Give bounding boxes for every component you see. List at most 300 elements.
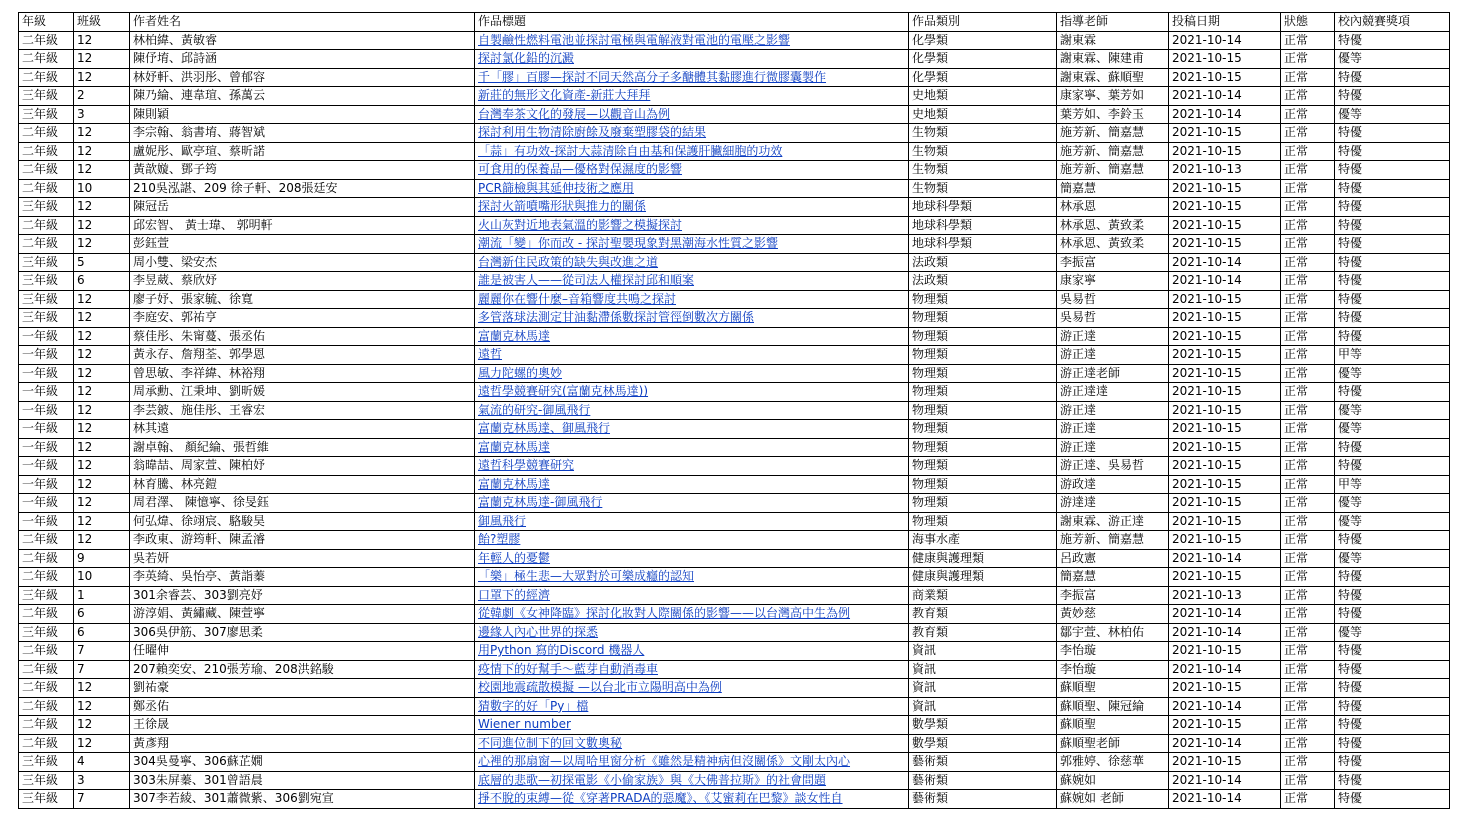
date-cell: 2021-10-15	[1169, 50, 1281, 69]
advisor-cell: 林承恩、黃致柔	[1057, 235, 1169, 254]
title-link[interactable]: 掙不脫的束縛—從《穿著PRADA的惡魔》、《艾蜜莉在巴黎》談女性自	[475, 790, 909, 809]
table-row	[19, 253, 1450, 272]
title-link[interactable]: 校園地震疏散模擬 —以台北市立陽明高中為例	[475, 679, 909, 698]
title-link[interactable]: 千「膠」百膠—探討不同天然高分子多醣體其黏膠進行微膠囊製作	[475, 68, 909, 87]
category-cell: 化學類	[909, 68, 1057, 87]
title-link[interactable]: 年輕人的憂鬱	[475, 549, 909, 568]
status-cell: 正常	[1281, 235, 1335, 254]
status-cell: 正常	[1281, 346, 1335, 365]
award-cell: 特優	[1335, 87, 1450, 106]
title-link[interactable]: 邊緣人內心世界的探悉	[475, 623, 909, 642]
authors-cell: 李芸鈹、施佳彤、王睿宏	[130, 401, 475, 420]
advisor-cell: 簡嘉慧	[1057, 568, 1169, 587]
award-cell: 優等	[1335, 364, 1450, 383]
grade-cell: 二年級	[19, 568, 74, 587]
status-cell: 正常	[1281, 679, 1335, 698]
grade-cell: 二年級	[19, 605, 74, 624]
table-row	[19, 179, 1450, 198]
table-row	[19, 383, 1450, 402]
title-link[interactable]: 富蘭克林馬達、御風飛行	[475, 420, 909, 439]
class-cell: 7	[74, 642, 130, 661]
authors-cell: 307李若綾、301蕭微紫、306劉宛宣	[130, 790, 475, 809]
authors-cell: 陳伃堉、邱詩涵	[130, 50, 475, 69]
table-row	[19, 642, 1450, 661]
category-cell: 物理類	[909, 420, 1057, 439]
class-cell: 3	[74, 105, 130, 124]
status-cell: 正常	[1281, 734, 1335, 753]
status-cell: 正常	[1281, 623, 1335, 642]
title-link[interactable]: 多管落球法測定甘油黏滯係數探討管徑倒數次方關係	[475, 309, 909, 328]
authors-cell: 301余睿芸、303劉亮妤	[130, 586, 475, 605]
title-link[interactable]: 富蘭克林馬達	[475, 327, 909, 346]
advisor-cell: 李振富	[1057, 253, 1169, 272]
date-cell: 2021-10-14	[1169, 697, 1281, 716]
award-cell: 特優	[1335, 753, 1450, 772]
advisor-cell: 游正達	[1057, 401, 1169, 420]
class-cell: 12	[74, 198, 130, 217]
title-link[interactable]: 探討火箭噴嘴形狀與推力的關係	[475, 198, 909, 217]
grade-cell: 三年級	[19, 790, 74, 809]
status-cell: 正常	[1281, 771, 1335, 790]
title-link[interactable]: 台灣奉茶文化的發展—以觀音山為例	[475, 105, 909, 124]
grade-cell: 一年級	[19, 383, 74, 402]
date-cell: 2021-10-15	[1169, 383, 1281, 402]
title-link[interactable]: 火山灰對近地表氣溫的影響之模擬探討	[475, 216, 909, 235]
authors-cell: 盧妮彤、歐亭瑄、蔡昕諾	[130, 142, 475, 161]
title-link[interactable]: 疫情下的好幫手～藍芽自動消毒車	[475, 660, 909, 679]
title-link[interactable]: PCR篩檢與其延伸技術之應用	[475, 179, 909, 198]
class-cell: 7	[74, 790, 130, 809]
column-header-status[interactable]: 狀態	[1281, 13, 1335, 32]
category-cell: 物理類	[909, 327, 1057, 346]
status-cell: 正常	[1281, 68, 1335, 87]
award-cell: 特優	[1335, 216, 1450, 235]
category-cell: 資訊	[909, 679, 1057, 698]
title-link[interactable]: 探討氯化鉛的沉澱	[475, 50, 909, 69]
title-link[interactable]: 御風飛行	[475, 512, 909, 531]
status-cell: 正常	[1281, 309, 1335, 328]
column-header-class[interactable]: 班級	[74, 13, 130, 32]
grade-cell: 二年級	[19, 179, 74, 198]
table-row	[19, 124, 1450, 143]
category-cell: 物理類	[909, 290, 1057, 309]
status-cell: 正常	[1281, 475, 1335, 494]
advisor-cell: 施芳新、簡嘉慧	[1057, 124, 1169, 143]
status-cell: 正常	[1281, 401, 1335, 420]
date-cell: 2021-10-15	[1169, 235, 1281, 254]
title-link[interactable]: 從韓劇《女神降臨》探討化妝對人際關係的影響——以台灣高中生為例	[475, 605, 909, 624]
advisor-cell: 簡嘉慧	[1057, 179, 1169, 198]
grade-cell: 二年級	[19, 216, 74, 235]
grade-cell: 二年級	[19, 68, 74, 87]
class-cell: 6	[74, 272, 130, 291]
advisor-cell: 葉芳如、李鈴玉	[1057, 105, 1169, 124]
category-cell: 藝術類	[909, 753, 1057, 772]
class-cell: 12	[74, 383, 130, 402]
award-cell: 特優	[1335, 198, 1450, 217]
authors-cell: 黃歆嫙、鄧子筠	[130, 161, 475, 180]
date-cell: 2021-10-15	[1169, 512, 1281, 531]
class-cell: 12	[74, 142, 130, 161]
grade-cell: 二年級	[19, 531, 74, 550]
authors-cell: 何弘煒、徐翊宸、駱駿昊	[130, 512, 475, 531]
award-cell: 特優	[1335, 235, 1450, 254]
title-link[interactable]: 富蘭克林馬達-御風飛行	[475, 494, 909, 513]
title-link[interactable]: 「樂」極生悲—大眾對於可樂成癮的認知	[475, 568, 909, 587]
award-cell: 特優	[1335, 272, 1450, 291]
title-link[interactable]: 富蘭克林馬達	[475, 475, 909, 494]
status-cell: 正常	[1281, 364, 1335, 383]
status-cell: 正常	[1281, 198, 1335, 217]
date-cell: 2021-10-15	[1169, 531, 1281, 550]
grade-cell: 三年級	[19, 198, 74, 217]
grade-cell: 三年級	[19, 272, 74, 291]
grade-cell: 二年級	[19, 642, 74, 661]
title-link[interactable]: 風力陀螺的奧妙	[475, 364, 909, 383]
award-cell: 特優	[1335, 734, 1450, 753]
title-link[interactable]: 新莊的無形文化資產-新莊大拜拜	[475, 87, 909, 106]
award-cell: 特優	[1335, 253, 1450, 272]
status-cell: 正常	[1281, 87, 1335, 106]
award-cell: 特優	[1335, 790, 1450, 809]
category-cell: 資訊	[909, 697, 1057, 716]
class-cell: 12	[74, 494, 130, 513]
category-cell: 物理類	[909, 475, 1057, 494]
title-link[interactable]: 不同進位制下的回文數奧秘	[475, 734, 909, 753]
grade-cell: 一年級	[19, 457, 74, 476]
table-row	[19, 346, 1450, 365]
date-cell: 2021-10-15	[1169, 179, 1281, 198]
category-cell: 地球科學類	[909, 216, 1057, 235]
authors-cell: 邱宏智、 黃士瑋、 郭明軒	[130, 216, 475, 235]
status-cell: 正常	[1281, 31, 1335, 50]
title-link[interactable]: 自製鹼性燃料電池並探討電極與電解液對電池的電壓之影響	[475, 31, 909, 50]
class-cell: 12	[74, 438, 130, 457]
table-row	[19, 605, 1450, 624]
category-cell: 物理類	[909, 457, 1057, 476]
title-link[interactable]: 用Python 寫的Discord 機器人	[475, 642, 909, 661]
table-row	[19, 790, 1450, 809]
grade-cell: 二年級	[19, 734, 74, 753]
category-cell: 物理類	[909, 364, 1057, 383]
award-cell: 特優	[1335, 290, 1450, 309]
table-row	[19, 161, 1450, 180]
date-cell: 2021-10-15	[1169, 568, 1281, 587]
advisor-cell: 游正達達	[1057, 383, 1169, 402]
title-link[interactable]: 麗麗你在響什麼–音箱響度共鳴之探討	[475, 290, 909, 309]
grade-cell: 二年級	[19, 142, 74, 161]
category-cell: 數學類	[909, 716, 1057, 735]
title-link[interactable]: 誰是被害人——從司法人權探討邱和順案	[475, 272, 909, 291]
authors-cell: 劉祐豪	[130, 679, 475, 698]
class-cell: 12	[74, 734, 130, 753]
table-row	[19, 235, 1450, 254]
date-cell: 2021-10-14	[1169, 623, 1281, 642]
title-link[interactable]: 氣流的研究-御風飛行	[475, 401, 909, 420]
class-cell: 12	[74, 401, 130, 420]
authors-cell: 林育騰、林亮鎧	[130, 475, 475, 494]
table-row	[19, 420, 1450, 439]
table-row	[19, 364, 1450, 383]
status-cell: 正常	[1281, 290, 1335, 309]
date-cell: 2021-10-15	[1169, 309, 1281, 328]
table-row	[19, 716, 1450, 735]
status-cell: 正常	[1281, 642, 1335, 661]
grade-cell: 三年級	[19, 623, 74, 642]
class-cell: 12	[74, 50, 130, 69]
award-cell: 特優	[1335, 327, 1450, 346]
class-cell: 2	[74, 87, 130, 106]
award-cell: 優等	[1335, 494, 1450, 513]
class-cell: 7	[74, 660, 130, 679]
authors-cell: 210吳泓諶、209 徐子軒、208張廷安	[130, 179, 475, 198]
title-link[interactable]: 遠哲學競賽研究(富蘭克林馬達))	[475, 383, 909, 402]
authors-cell: 207賴奕安、210張芳瑜、208洪銘駿	[130, 660, 475, 679]
date-cell: 2021-10-14	[1169, 734, 1281, 753]
status-cell: 正常	[1281, 216, 1335, 235]
status-cell: 正常	[1281, 142, 1335, 161]
date-cell: 2021-10-14	[1169, 605, 1281, 624]
authors-cell: 任曜伸	[130, 642, 475, 661]
category-cell: 化學類	[909, 31, 1057, 50]
category-cell: 商業類	[909, 586, 1057, 605]
table-row	[19, 660, 1450, 679]
table-row	[19, 290, 1450, 309]
table-row	[19, 531, 1450, 550]
award-cell: 甲等	[1335, 346, 1450, 365]
grade-cell: 一年級	[19, 327, 74, 346]
category-cell: 生物類	[909, 124, 1057, 143]
category-cell: 生物類	[909, 179, 1057, 198]
column-header-authors[interactable]: 作者姓名	[130, 13, 475, 32]
status-cell: 正常	[1281, 124, 1335, 143]
class-cell: 1	[74, 586, 130, 605]
grade-cell: 三年級	[19, 253, 74, 272]
status-cell: 正常	[1281, 272, 1335, 291]
category-cell: 法政類	[909, 253, 1057, 272]
award-cell: 優等	[1335, 549, 1450, 568]
grade-cell: 三年級	[19, 105, 74, 124]
award-cell: 特優	[1335, 605, 1450, 624]
date-cell: 2021-10-14	[1169, 105, 1281, 124]
class-cell: 12	[74, 679, 130, 698]
status-cell: 正常	[1281, 327, 1335, 346]
class-cell: 12	[74, 457, 130, 476]
award-cell: 特優	[1335, 660, 1450, 679]
authors-cell: 王徐晟	[130, 716, 475, 735]
category-cell: 化學類	[909, 50, 1057, 69]
class-cell: 12	[74, 216, 130, 235]
date-cell: 2021-10-15	[1169, 716, 1281, 735]
title-link[interactable]: 底層的悲歌—初探電影《小偷家族》與《大佛普拉斯》的社會問題	[475, 771, 909, 790]
table-row	[19, 309, 1450, 328]
title-link[interactable]: 探討利用生物清除廚餘及廢棄塑膠袋的結果	[475, 124, 909, 143]
date-cell: 2021-10-15	[1169, 327, 1281, 346]
award-cell: 優等	[1335, 623, 1450, 642]
award-cell: 特優	[1335, 771, 1450, 790]
title-link[interactable]: 口罩下的經濟	[475, 586, 909, 605]
category-cell: 資訊	[909, 660, 1057, 679]
class-cell: 5	[74, 253, 130, 272]
class-cell: 12	[74, 364, 130, 383]
advisor-cell: 蘇順聖	[1057, 679, 1169, 698]
category-cell: 數學類	[909, 734, 1057, 753]
award-cell: 特優	[1335, 642, 1450, 661]
category-cell: 物理類	[909, 383, 1057, 402]
title-link[interactable]: 可食用的保養品—優格對保濕度的影響	[475, 161, 909, 180]
category-cell: 資訊	[909, 642, 1057, 661]
table-row	[19, 105, 1450, 124]
table-row	[19, 31, 1450, 50]
category-cell: 地球科學類	[909, 235, 1057, 254]
advisor-cell: 蘇順聖老師	[1057, 734, 1169, 753]
table-row	[19, 568, 1450, 587]
grade-cell: 一年級	[19, 494, 74, 513]
date-cell: 2021-10-15	[1169, 124, 1281, 143]
advisor-cell: 謝東霖	[1057, 31, 1169, 50]
status-cell: 正常	[1281, 50, 1335, 69]
column-header-advisor[interactable]: 指導老師	[1057, 13, 1169, 32]
status-cell: 正常	[1281, 383, 1335, 402]
award-cell: 特優	[1335, 179, 1450, 198]
table-row	[19, 272, 1450, 291]
authors-cell: 李政東、游筠軒、陳孟濬	[130, 531, 475, 550]
authors-cell: 鄭丞佑	[130, 697, 475, 716]
advisor-cell: 黃妙慈	[1057, 605, 1169, 624]
spreadsheet	[18, 12, 1450, 809]
advisor-cell: 施芳新、簡嘉慧	[1057, 161, 1169, 180]
class-cell: 12	[74, 327, 130, 346]
authors-cell: 陳冠岳	[130, 198, 475, 217]
advisor-cell: 康家寧、葉芳如	[1057, 87, 1169, 106]
class-cell: 4	[74, 753, 130, 772]
column-header-date[interactable]: 投稿日期	[1169, 13, 1281, 32]
grade-cell: 二年級	[19, 679, 74, 698]
title-link[interactable]: 潮流「變」你而改 - 探討聖嬰現象對黑潮海水性質之影響	[475, 235, 909, 254]
table-row	[19, 401, 1450, 420]
date-cell: 2021-10-15	[1169, 401, 1281, 420]
table-row	[19, 679, 1450, 698]
table-row	[19, 198, 1450, 217]
award-cell: 優等	[1335, 50, 1450, 69]
title-link[interactable]: 台灣新住民政策的缺失與改進之道	[475, 253, 909, 272]
table-row	[19, 623, 1450, 642]
class-cell: 12	[74, 475, 130, 494]
date-cell: 2021-10-13	[1169, 586, 1281, 605]
award-cell: 特優	[1335, 124, 1450, 143]
status-cell: 正常	[1281, 753, 1335, 772]
award-cell: 特優	[1335, 31, 1450, 50]
submissions-table	[18, 12, 1450, 809]
date-cell: 2021-10-15	[1169, 753, 1281, 772]
advisor-cell: 林承恩	[1057, 198, 1169, 217]
title-link[interactable]: 「蒜」有功效-探討大蒜清除自由基和保護肝臟細胞的功效	[475, 142, 909, 161]
category-cell: 物理類	[909, 512, 1057, 531]
date-cell: 2021-10-14	[1169, 549, 1281, 568]
title-link[interactable]: Wiener number	[475, 716, 909, 735]
status-cell: 正常	[1281, 457, 1335, 476]
status-cell: 正常	[1281, 438, 1335, 457]
title-link[interactable]: 遠哲科學競賽研究	[475, 457, 909, 476]
class-cell: 12	[74, 531, 130, 550]
category-cell: 健康與護理類	[909, 568, 1057, 587]
authors-cell: 周承勳、江秉坤、劉昕媛	[130, 383, 475, 402]
category-cell: 生物類	[909, 142, 1057, 161]
award-cell: 優等	[1335, 105, 1450, 124]
column-header-title[interactable]: 作品標題	[475, 13, 909, 32]
authors-cell: 黃彥翔	[130, 734, 475, 753]
column-header-award[interactable]: 校內競賽獎項	[1335, 13, 1450, 32]
table-row	[19, 87, 1450, 106]
category-cell: 藝術類	[909, 790, 1057, 809]
status-cell: 正常	[1281, 605, 1335, 624]
authors-cell: 周君澤、 陳憶寧、徐旻鈺	[130, 494, 475, 513]
grade-cell: 三年級	[19, 87, 74, 106]
table-body	[19, 31, 1450, 808]
grade-cell: 三年級	[19, 753, 74, 772]
award-cell: 特優	[1335, 383, 1450, 402]
title-link[interactable]: 飴?塑膠	[475, 531, 909, 550]
category-cell: 海事水產	[909, 531, 1057, 550]
authors-cell: 黃永存、詹翔荃、郭學恩	[130, 346, 475, 365]
grade-cell: 一年級	[19, 401, 74, 420]
title-link[interactable]: 猜數字的好「Py」檔	[475, 697, 909, 716]
column-header-grade[interactable]: 年級	[19, 13, 74, 32]
authors-cell: 游淳娟、黃繡藏、陳萱寧	[130, 605, 475, 624]
advisor-cell: 蘇婉如	[1057, 771, 1169, 790]
award-cell: 特優	[1335, 568, 1450, 587]
award-cell: 特優	[1335, 457, 1450, 476]
table-row	[19, 734, 1450, 753]
award-cell: 特優	[1335, 586, 1450, 605]
grade-cell: 二年級	[19, 161, 74, 180]
title-link[interactable]: 富蘭克林馬達	[475, 438, 909, 457]
title-link[interactable]: 心裡的那扇窗—以周哈里窗分析《雖然是精神病但沒關係》文剛太內心	[475, 753, 909, 772]
date-cell: 2021-10-14	[1169, 272, 1281, 291]
date-cell: 2021-10-14	[1169, 31, 1281, 50]
advisor-cell: 郭雅婷、徐慈華	[1057, 753, 1169, 772]
table-row	[19, 697, 1450, 716]
grade-cell: 二年級	[19, 716, 74, 735]
category-cell: 物理類	[909, 438, 1057, 457]
status-cell: 正常	[1281, 179, 1335, 198]
table-row	[19, 771, 1450, 790]
advisor-cell: 游達達	[1057, 494, 1169, 513]
class-cell: 12	[74, 235, 130, 254]
date-cell: 2021-10-15	[1169, 494, 1281, 513]
table-row	[19, 549, 1450, 568]
class-cell: 12	[74, 31, 130, 50]
award-cell: 特優	[1335, 679, 1450, 698]
grade-cell: 一年級	[19, 475, 74, 494]
authors-cell: 謝卓翰、 顏紀綸、張哲維	[130, 438, 475, 457]
table-row	[19, 475, 1450, 494]
category-cell: 物理類	[909, 401, 1057, 420]
status-cell: 正常	[1281, 531, 1335, 550]
class-cell: 6	[74, 605, 130, 624]
column-header-category[interactable]: 作品類別	[909, 13, 1057, 32]
class-cell: 12	[74, 346, 130, 365]
advisor-cell: 呂政憲	[1057, 549, 1169, 568]
grade-cell: 三年級	[19, 290, 74, 309]
grade-cell: 三年級	[19, 586, 74, 605]
status-cell: 正常	[1281, 568, 1335, 587]
advisor-cell: 吳易哲	[1057, 309, 1169, 328]
date-cell: 2021-10-15	[1169, 346, 1281, 365]
advisor-cell: 李怡璇	[1057, 660, 1169, 679]
advisor-cell: 謝東霖、游正達	[1057, 512, 1169, 531]
title-link[interactable]: 遠哲	[475, 346, 909, 365]
